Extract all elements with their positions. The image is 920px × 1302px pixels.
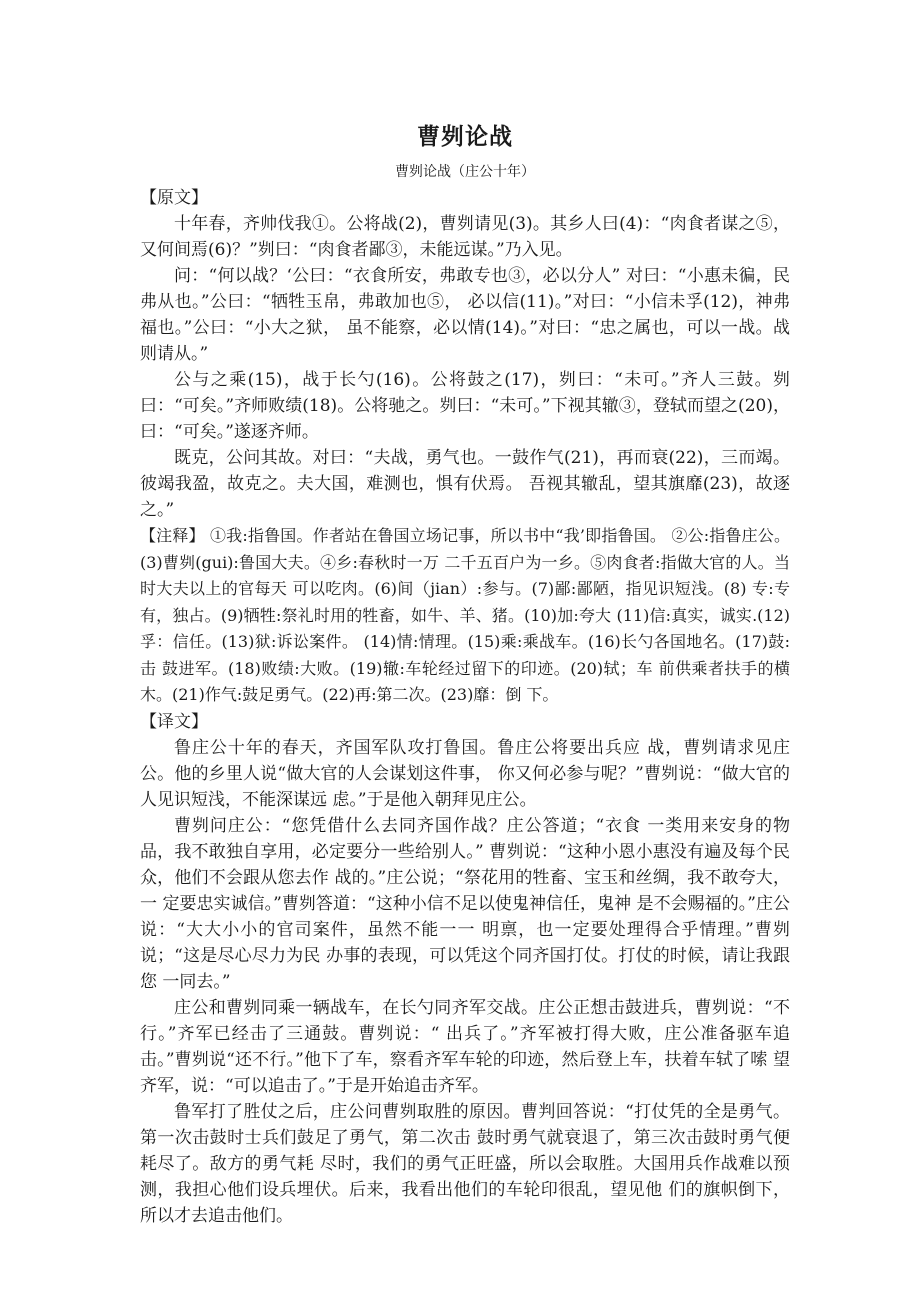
original-paragraph: 十年春，齐帅伐我①。公将战(2)，曹刿请见(3)。其乡人曰(4)：“肉食者谋之⑤，又何间焉(6)？”刿曰：“肉食者鄙③，未能远谋。”乃入见。 [140,214,790,260]
translation-paragraph: 庄公和曹刿同乘一辆战车，在长勺同齐军交战。庄公正想击鼓进兵，曹刿说：“不行。”齐军已经击了三通鼓。曹刿说：“ 出兵了。”齐军被打得大败，庄公准备驱车追击。”曹刿说“还不行。”他下了车，察看齐军车轮的印迹，然后登上车，扶着车轼了嗦 望齐军，说：“可以追击了。”于是开始追击齐军。 [140,997,790,1096]
notes-text: ①我:指鲁国。作者站在鲁国立场记事，所以书中“我’即指鲁国。 ②公:指鲁庄公。(3)曹刿(gui):鲁国大夫。④乡:春秋时一万 二千五百户为一乡。⑤肉食者:指做大官的人。当时大夫以上的官每天 可以吃肉。(6)间（jian）:参与。(7)鄙:鄙陋，指见识短浅。(8) 专:专有，独占。(9)牺牲:祭礼时用的牲畜，如牛、羊、猪。(10)加:夸大 (11)信:真实，诚实.(12)孚：信任。(13)狱:诉讼案件。 (14)情:情理。(15)乘:乘战车。(16)长勺各国地名。(17)鼓:击 鼓进军。(18)败绩:大败。(19)辙:车轮经过留下的印迹。(20)轼；车 前供乘者扶手的横木。(21)作气:鼓足勇气。(22)再:第二次。(23)靡：倒 下。 [140,526,790,704]
translation-paragraph: 鲁军打了胜仗之后，庄公问曹刿取胜的原因。曹判回答说：“打仗凭的全是勇气。第一次击鼓时士兵们鼓足了勇气，第二次击 鼓时勇气就衰退了，第三次击鼓时勇气便耗尽了。敌方的勇气耗 尽时，我们的勇气正旺盛，所以会取胜。大国用兵作战难以预测，我担心他们设兵埋伏。后来，我看出他们的车轮印很乱，望见他 们的旗帜倒下，所以才去追击他们。 [140,1101,790,1226]
original-heading: 【原文】 [140,188,208,208]
document-page [140,118,790,1229]
translation-paragraph: 鲁庄公十年的春天，齐国军队攻打鲁国。鲁庄公将要出兵应 战，曹刿请求见庄公。他的乡里人说“做大官的人会谋划这件事， 你又何必参与呢？”曹刿说：“做大官的人见识短浅，不能深谋远 虑。”于是他入朝拜见庄公。 [140,737,790,810]
original-paragraph: 既克，公问其故。对曰：“夫战，勇气也。一鼓作气(21)，再而衰(22)，三而竭。彼竭我盈，故克之。夫大国，难测也，惧有伏焉。 吾视其辙乱，望其旗靡(23)，故逐之。” [140,448,790,520]
page-title: 曹刿论战 [417,124,513,150]
notes-heading: 【注释】 [140,526,205,545]
page-subtitle: 曹刿论战（庄公十年） [395,164,535,180]
translation-paragraph: 曹刿问庄公：“您凭借什么去同齐国作战？庄公答道；“衣食 一类用来安身的物品，我不敢独自享用，必定要分一些给别人。” 曹刿说：“这种小恩小惠没有遍及每个民众，他们不会跟从您去作 战的。”庄公说；“祭花用的牲畜、宝玉和丝绸，我不敢夸大，一 定要忠实诚信。”曹刿答道：“这种小信不足以使鬼神信任，鬼神 是不会赐福的。”庄公说：“大大小小的官司案件，虽然不能一一 明禀，也一定要处理得合乎情理。”曹刿说；“这是尽心尽力为民 办事的表现，可以凭这个同齐国打仗。打仗的时候，请让我跟您 一同去。” [140,815,790,992]
original-paragraph: 问：“何以战？‘公曰：“衣食所安，弗敢专也③，必以分人” 对曰：“小惠未徧，民弗从也。”公曰：“牺牲玉帛，弗敢加也⑤， 必以信(11)。”对曰：“小信未孚(12)，神弗福也。”公曰：“小大之狱， 虽不能察，必以情(14)。”对曰：“忠之属也，可以一战。战则请从。” [140,266,790,364]
original-paragraph: 公与之乘(15)，战于长勺(16)。公将鼓之(17)，刿曰：“未可。”齐人三鼓。刿曰：“可矣。”齐师败绩(18)。公将驰之。刿曰：“未可。”下视其辙③，登轼而望之(20)，曰：“可矣。”遂逐齐师。 [140,370,790,442]
translation-heading: 【译文】 [140,711,208,732]
notes-section [140,523,790,709]
